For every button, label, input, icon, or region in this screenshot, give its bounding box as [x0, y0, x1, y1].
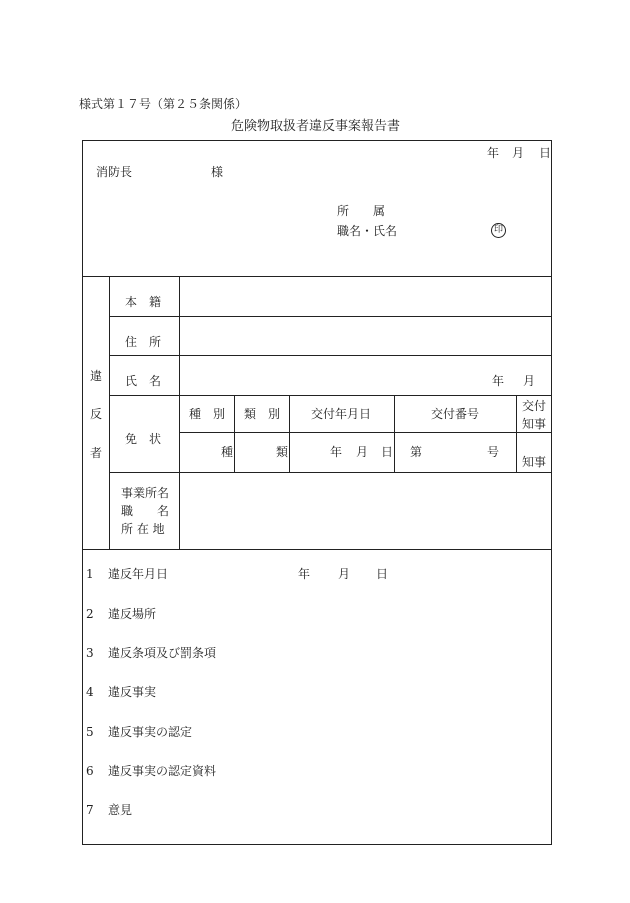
license-col-ruibetsu: 類 別 [244, 407, 281, 421]
item-4-label: 違反事実 [108, 685, 157, 699]
license-col-shubetsu: 種 別 [189, 407, 226, 421]
license-label: 免 状 [125, 432, 162, 446]
birth-month: 月 [523, 374, 536, 388]
license-go: 号 [487, 445, 500, 459]
reporter-name: 職名・氏名 [337, 224, 398, 238]
item-5-label: 違反事実の認定 [108, 725, 193, 739]
license-dai: 第 [410, 445, 423, 459]
divider-label-col [179, 276, 180, 549]
item-1-number: 1 [86, 567, 94, 581]
divider-section-col [109, 276, 110, 549]
addressee-honorific: 様 [211, 165, 224, 179]
violator-label-3: 者 [90, 446, 103, 460]
honseki-label: 本 籍 [125, 295, 162, 309]
workplace-address-label: 所 在 地 [121, 522, 165, 536]
divider-ruibetsu [289, 395, 290, 472]
divider-top-section [82, 276, 552, 277]
seal-mark: 印 [491, 223, 506, 238]
form-number: 様式第１７号（第２５条関係） [79, 97, 248, 111]
license-day: 日 [381, 445, 394, 459]
workplace-name-label: 事業所名 [121, 486, 170, 500]
license-col-governor-2: 知事 [522, 417, 547, 431]
item-2-label: 違反場所 [108, 607, 157, 621]
item-7-number: 7 [86, 803, 94, 817]
item-3-number: 3 [86, 646, 94, 660]
divider-items [82, 549, 552, 550]
item-6-label: 違反事実の認定資料 [108, 764, 217, 778]
license-year: 年 [330, 445, 343, 459]
report-date-year: 年 [487, 146, 500, 160]
item-2-number: 2 [86, 607, 94, 621]
violation-day: 日 [376, 567, 389, 581]
report-date-month: 月 [512, 146, 525, 160]
license-governor: 知事 [522, 455, 547, 469]
divider-shubetsu [234, 395, 235, 472]
license-col-number: 交付番号 [431, 407, 480, 421]
item-4-number: 4 [86, 685, 94, 699]
divider-number [516, 395, 517, 472]
divider-honseki [109, 316, 552, 317]
violator-label-1: 違 [90, 369, 103, 383]
birth-year: 年 [492, 374, 505, 388]
report-date-day: 日 [539, 146, 552, 160]
violation-month: 月 [338, 567, 351, 581]
item-6-number: 6 [86, 764, 94, 778]
workplace-position-label: 職 名 [121, 504, 170, 518]
item-1-label: 違反年月日 [108, 567, 169, 581]
divider-shimei [109, 395, 552, 396]
divider-license [109, 472, 552, 473]
shimei-label: 氏 名 [125, 374, 162, 388]
form-title: 危険物取扱者違反事案報告書 [231, 119, 401, 134]
violation-year: 年 [298, 567, 311, 581]
license-col-governor-1: 交付 [522, 399, 547, 413]
reporter-affiliation: 所 属 [337, 204, 386, 218]
divider-date [394, 395, 395, 472]
item-7-label: 意見 [108, 803, 133, 817]
divider-jusho [109, 355, 552, 356]
license-month: 月 [356, 445, 369, 459]
license-shu: 種 [221, 445, 234, 459]
jusho-label: 住 所 [125, 335, 162, 349]
license-col-date: 交付年月日 [311, 407, 372, 421]
license-rui: 類 [276, 445, 289, 459]
violator-label-2: 反 [90, 407, 103, 421]
item-5-number: 5 [86, 725, 94, 739]
item-3-label: 違反条項及び罰条項 [108, 646, 217, 660]
addressee-title: 消防長 [96, 165, 133, 179]
